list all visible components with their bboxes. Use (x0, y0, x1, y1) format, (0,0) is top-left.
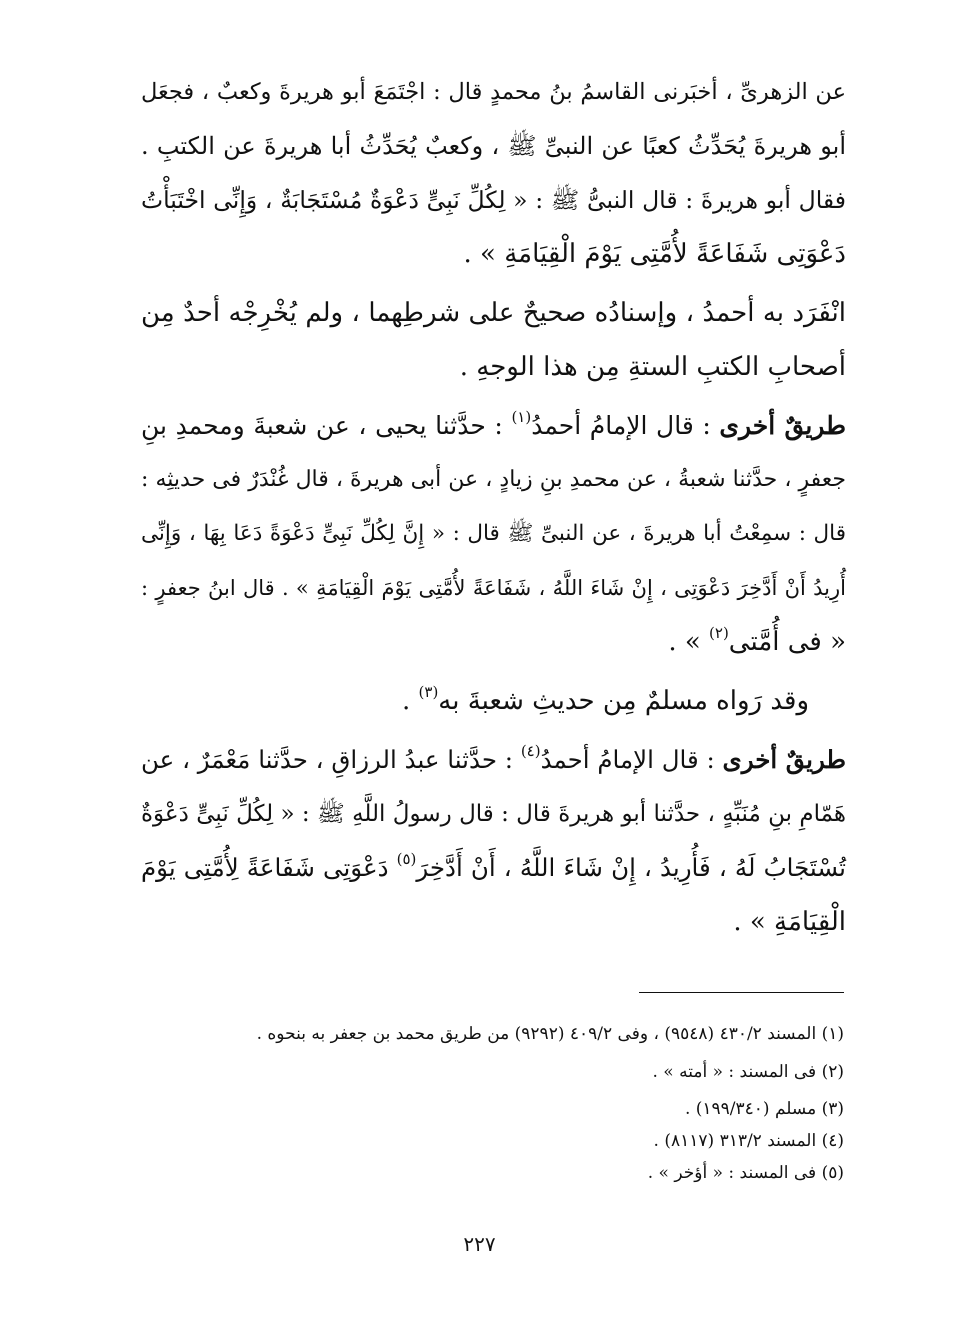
footnote-ref: (٢) (709, 624, 729, 642)
text-segment: : قال الإمامُ أحمدُ (531, 411, 720, 440)
text-line (141, 843, 846, 893)
text-segment: : حدَّثنا يحيى ، عن شعبةَ ومحمدِ بنِ (141, 411, 512, 440)
footnote: (٣) مسلم (١٩٩/٣٤٠) . (684, 1099, 844, 1119)
page-number: ٢٢٧ (463, 1232, 496, 1256)
text-line: عن الزهرىِّ ، أخبَرنى القاسمُ بنُ محمدٍ قال : اجْتَمَعَ أبو هريرةَ وكعبٌ ، فجعَل (141, 79, 846, 105)
text-segment: : حدَّثنا عبدُ الرزاقِ ، حدَّثنا مَعْمَرٌ ، عن (141, 745, 521, 774)
footnote-ref: (٣) (418, 683, 439, 701)
text-line: أصحابِ الكتبِ الستةِ مِن هذا الوجهِ . (459, 352, 846, 382)
text-line (141, 401, 846, 451)
footnote: (١) المسند ٤٣٠/٢ (٩٥٤٨) ، وفى ٤٠٩/٢ (٩٢٩٢) من طريق محمد بن جعفر به بنحوه . (256, 1024, 844, 1044)
footnote-divider (639, 992, 844, 993)
text-line: هَمّامِ بنِ مُنَبِّهٍ ، حدَّثنا أبو هريرةَ قال : قال رسولُ اللَّهِ ﷺ : « لِكُلِّ نَبِىٍّ دَعْوَةٌ (141, 801, 846, 827)
footnote-ref: (٥) (396, 850, 417, 868)
text-segment: تُسْتَجَابُ لَهُ ، فَأُرِيدُ ، إِنْ شَاءَ اللَّهُ ، أَنْ أَدَّخِرَ (416, 853, 846, 882)
text-line: جعفرٍ ، حدَّثنا شعبةُ ، عن محمدِ بنِ زيادٍ ، عن أبى هريرةَ ، قال غُنْدَرٌ فى حديثِه : (141, 467, 846, 492)
text-line: أبو هريرةَ يُحَدِّثُ كعبًا عن النبىِّ ﷺ ، وكعبٌ يُحَدِّثُ أبا هريرةَ عن الكتبِ . (141, 132, 846, 160)
text-line: دَعْوَتِى شَفَاعَةً لأُمَّتِى يَوْمَ الْقِيَامَةِ » . (463, 239, 846, 269)
text-segment: دَعْوَتِى شَفَاعَةً لِأُمَّتِى يَوْمَ (141, 853, 397, 882)
footnote: (٤) المسند ٣١٣/٢ (٨١١٧) . (653, 1131, 844, 1151)
text-segment: » . (668, 627, 710, 657)
text-line: أُرِيدُ أَنْ أَدَّخِرَ دَعْوَتِى ، إِنْ شَاءَ اللَّهُ ، شَفَاعَةً لأُمَّتِى يَوْمَ الْقِيَامَةِ » . قال ابنُ جعفرٍ : (141, 576, 846, 600)
text-segment: وقد رَواه مسلمٌ مِن حديثِ شعبةَ به (438, 686, 809, 716)
section-heading: طريقٌ أخرى (719, 411, 846, 440)
text-segment: : قال الإمامُ أحمدُ (540, 745, 723, 774)
text-line (141, 617, 846, 667)
text-line: الْقِيَامَةِ » . (733, 907, 846, 937)
text-segment: . (401, 686, 419, 716)
text-line (141, 735, 846, 785)
footnote: (٥) فى المسند : « أؤخر » . (647, 1163, 844, 1183)
footnote-ref: (١) (511, 408, 532, 426)
footnote-ref: (٤) (520, 742, 541, 760)
footnote: (٢) فى المسند : « أمته » . (652, 1062, 844, 1082)
text-line: قال : سمِعْتُ أبا هريرةَ ، عن النبىِّ ﷺ قال : « إِنَّ لِكُلِّ نَبِىٍّ دَعْوَةً دَعَا بِهَا ، وَإِنِّى (141, 521, 846, 546)
text-line (141, 676, 809, 726)
text-line: انْفَرَد به أحمدُ ، وإسنادُه صحيحٌ على شرطِهما ، ولم يُخْرِجْه أحدٌ مِن (141, 298, 846, 328)
text-line: فقال أبو هريرةَ : قال النبىُّ ﷺ : « لِكُلِّ نَبِىٍّ دَعْوَةٌ مُسْتَجَابَةٌ ، وَإِنِّى اخْتَبَأْتُ (141, 186, 846, 214)
text-segment: « فى أُمَّتى (728, 627, 846, 657)
section-heading: طريقٌ أخرى (722, 745, 846, 774)
